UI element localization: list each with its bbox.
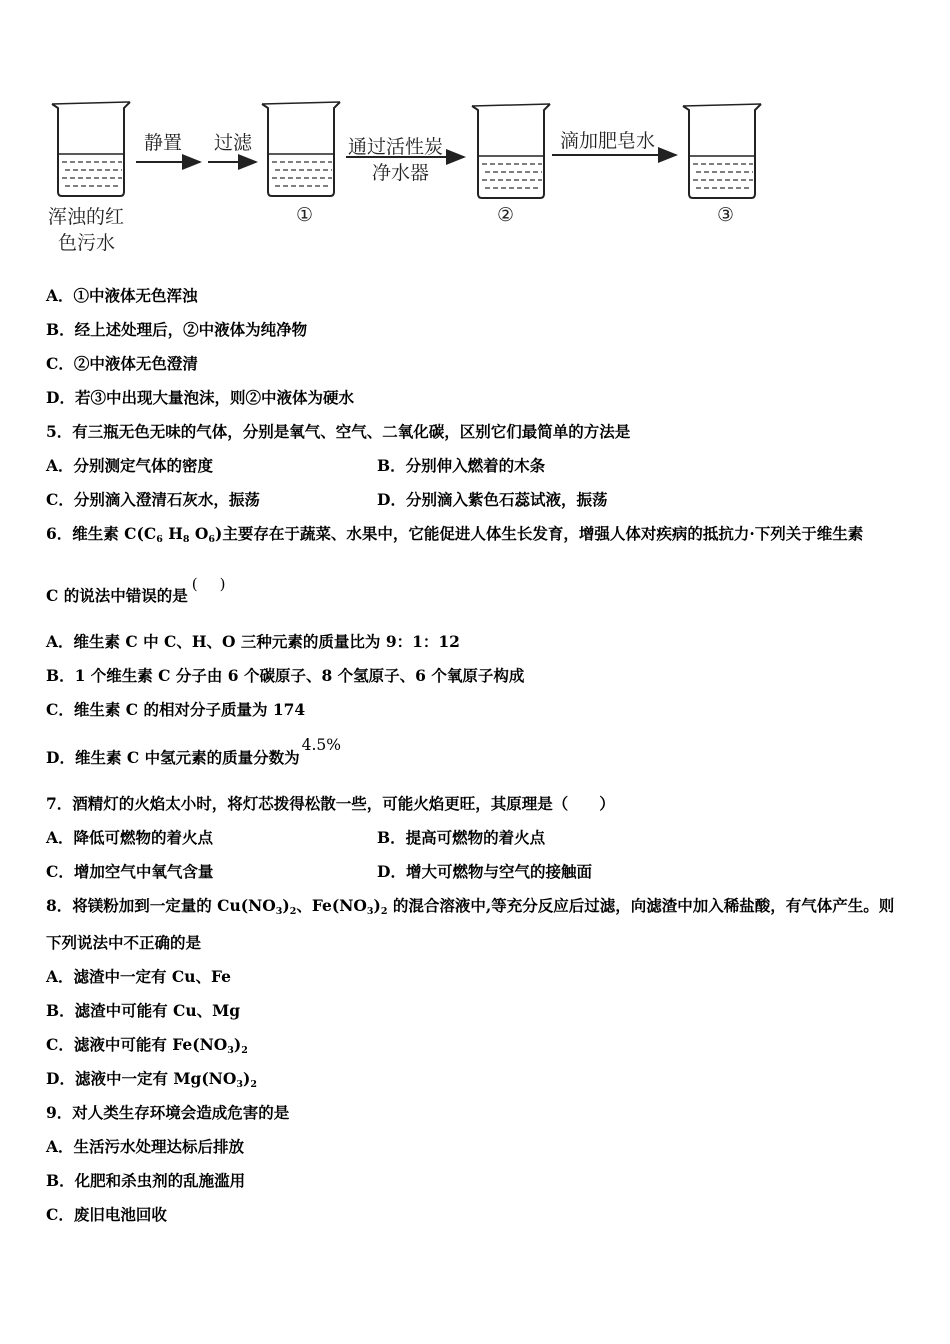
q8-option-c-text: C．滤液中可能有 Fe(NO <box>46 1035 228 1054</box>
q4-option-d: D．若③中出现大量泡沫，则②中液体为硬水 <box>46 388 354 407</box>
q6-stem-o: O <box>189 524 209 543</box>
q6-option-b: B．1 个维生素 C 分子由 6 个碳原子、8 个氢原子、6 个氧原子构成 <box>46 666 525 685</box>
beaker-2 <box>472 104 550 198</box>
q9-option-a: A．生活污水处理达标后排放 <box>46 1137 245 1156</box>
q8-stem-p4: ) <box>373 896 381 915</box>
start-label-1: 浑浊的红 <box>48 206 125 228</box>
q4-option-b: B．经上述处理后，②中液体为纯净物 <box>46 320 308 339</box>
q6-option-d-value: 4.5% <box>301 736 341 754</box>
q8-option-d-sub2: 2 <box>250 1079 257 1090</box>
beaker-3-label: ③ <box>717 204 735 226</box>
q8-option-d-mid: ) <box>242 1069 251 1088</box>
q5-option-a: A．分别测定气体的密度 <box>46 456 214 475</box>
q8-stem-p3: 、Fe(NO <box>296 896 367 915</box>
q6-stem <box>46 524 863 550</box>
beaker-2-label: ② <box>497 204 515 226</box>
q8-stem-p1: 8．将镁粉加到一定量的 Cu(NO <box>46 896 276 915</box>
water-purification-diagram <box>40 96 770 266</box>
q6-option-d-text: D．维生素 C 中氢元素的质量分数为 <box>46 748 300 767</box>
beaker-1-label: ① <box>296 204 314 226</box>
q8-option-a: A．滤渣中一定有 Cu、Fe <box>46 967 232 986</box>
q8-stem-line2: 下列说法中不正确的是 <box>46 933 202 952</box>
q6-option-a: A．维生素 C 中 C、H、O 三种元素的质量比为 9：1：12 <box>46 632 460 651</box>
q8-sub-1: 3 <box>275 906 283 917</box>
q8-option-d <box>46 1069 257 1095</box>
q6-answer-paren: () <box>191 575 248 593</box>
q9-option-b: B．化肥和杀虫剂的乱施滥用 <box>46 1171 246 1190</box>
beaker-3 <box>683 104 761 198</box>
q8-stem <box>46 896 894 922</box>
q6-sub-o: 6 <box>208 534 216 545</box>
step-soap-label: 滴加肥皂水 <box>560 130 656 152</box>
q8-sub-4: 2 <box>380 906 388 917</box>
q6-option-d <box>46 736 341 768</box>
q4-option-c: C．②中液体无色澄清 <box>46 354 198 373</box>
q8-option-c-sub1: 3 <box>227 1045 234 1056</box>
q8-option-c-mid: ) <box>233 1035 242 1054</box>
step-settle-label: 静置 <box>144 132 183 154</box>
q5-option-c: C．分别滴入澄清石灰水，振荡 <box>46 490 260 509</box>
q8-option-d-sub1: 3 <box>236 1079 243 1090</box>
beaker-1 <box>262 102 340 196</box>
q7-stem: 7．酒精灯的火焰太小时，将灯芯拨得松散一些，可能火焰更旺，其原理是（ ） <box>46 794 615 813</box>
step-carbon-label-2: 净水器 <box>372 162 430 184</box>
q8-option-d-text: D．滤液中一定有 Mg(NO <box>46 1069 237 1088</box>
q4-option-a: A．①中液体无色浑浊 <box>46 286 198 305</box>
q8-option-b: B．滤渣中可能有 Cu、Mg <box>46 1001 241 1020</box>
q7-option-c: C．增加空气中氧气含量 <box>46 862 214 881</box>
q6-option-c: C．维生素 C 的相对分子质量为 174 <box>46 700 306 719</box>
q8-option-c-sub2: 2 <box>241 1045 248 1056</box>
q6-stem-pre: 6．维生素 C(C <box>46 524 157 543</box>
q9-stem: 9．对人类生存环境会造成危害的是 <box>46 1103 290 1122</box>
start-label-2: 色污水 <box>58 232 116 254</box>
beaker-start <box>52 102 130 196</box>
q8-stem-p5: 的混合溶液中,等充分反应后过滤，向滤渣中加入稀盐酸，有气体产生。则 <box>387 896 895 915</box>
q6-sub-c: 6 <box>156 534 163 545</box>
q6-stem-line2-text: C 的说法中错误的是 <box>46 586 188 605</box>
q8-sub-2: 2 <box>289 906 297 917</box>
q7-option-d: D．增大可燃物与空气的接触面 <box>377 862 592 881</box>
step-filter-label: 过滤 <box>214 132 253 154</box>
q7-option-a: A．降低可燃物的着火点 <box>46 828 214 847</box>
q8-stem-p2: ) <box>282 896 290 915</box>
q6-sub-h: 8 <box>182 534 190 545</box>
step-carbon-label-1: 通过活性炭 <box>348 136 444 158</box>
q5-option-d: D．分别滴入紫色石蕊试液，振荡 <box>377 490 608 509</box>
q8-sub-3: 3 <box>366 906 374 917</box>
q7-option-b: B．提高可燃物的着火点 <box>377 828 546 847</box>
q6-stem-post: )主要存在于蔬菜、水果中，它能促进人体生长发育，增强人体对疾病的抵抗力·下列关于维生素 <box>215 524 864 543</box>
q5-option-b: B．分别伸入燃着的木条 <box>377 456 546 475</box>
q6-stem-h: H <box>162 524 183 543</box>
q9-option-c: C．废旧电池回收 <box>46 1205 167 1224</box>
q6-stem-line2 <box>46 575 248 606</box>
q5-stem: 5．有三瓶无色无味的气体，分别是氧气、空气、二氧化碳，区别它们最简单的方法是 <box>46 422 631 441</box>
q8-option-c <box>46 1035 248 1061</box>
